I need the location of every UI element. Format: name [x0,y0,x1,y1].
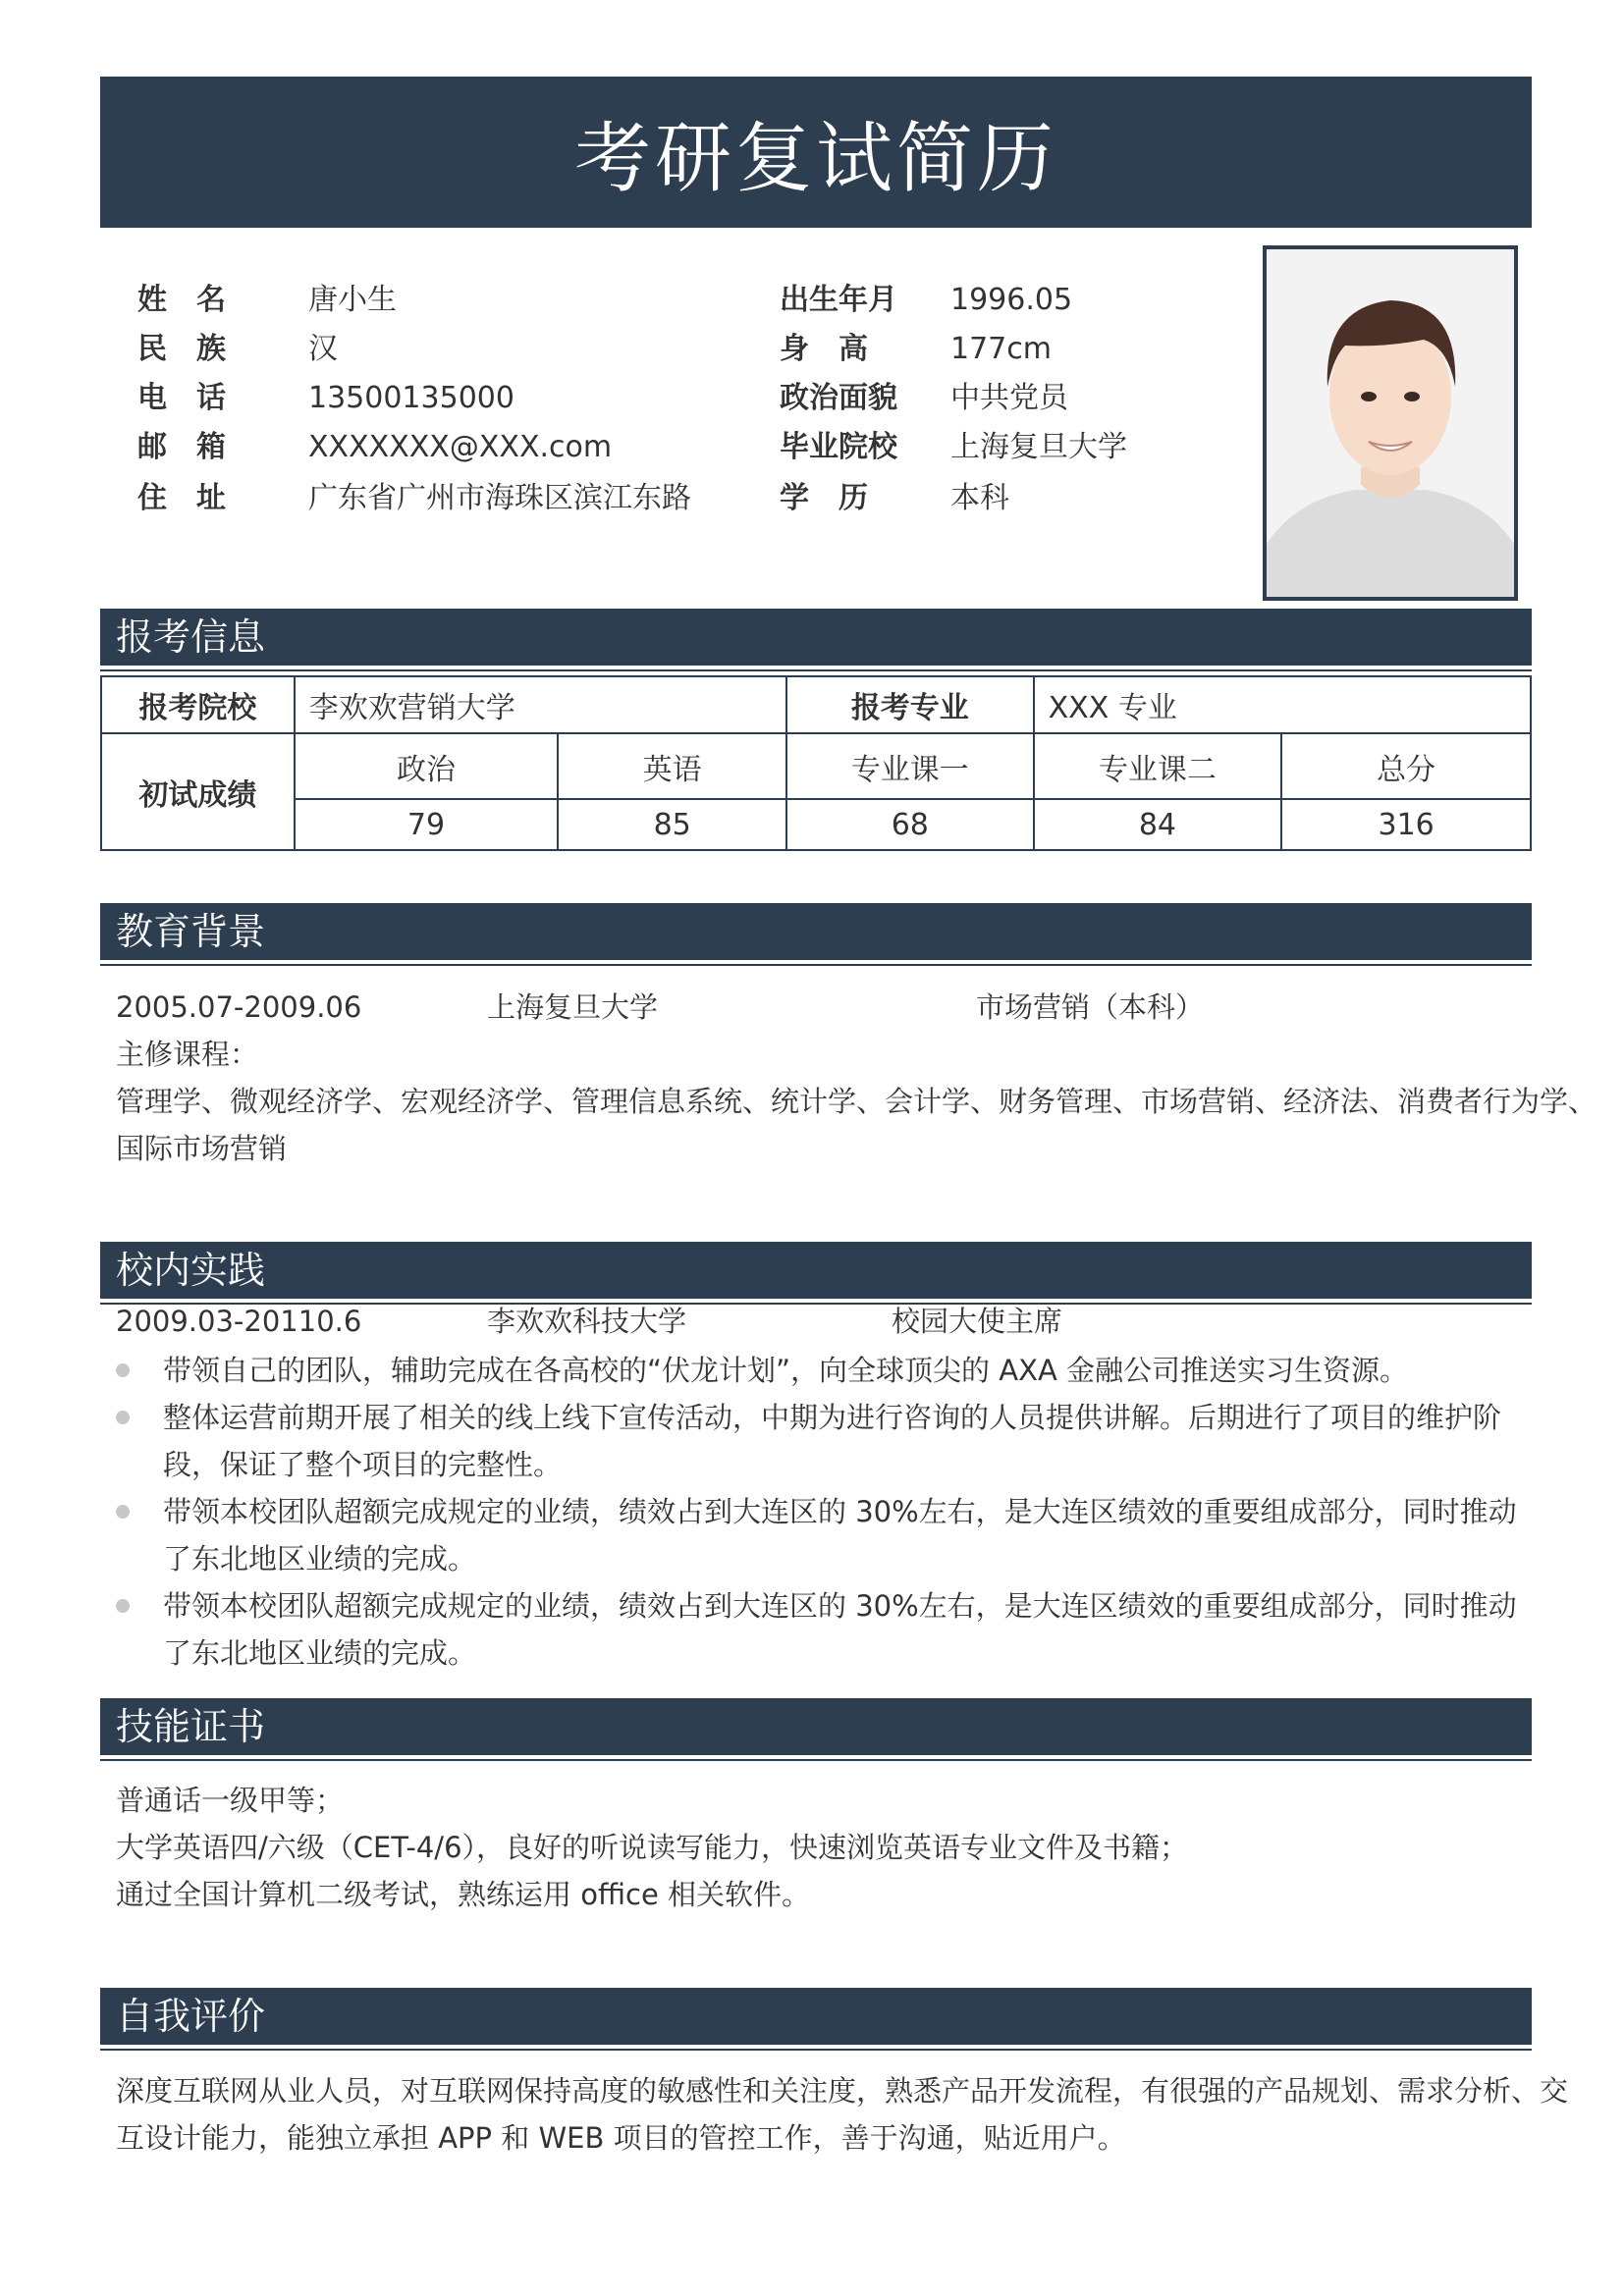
education-school: 上海复旦大学 [487,990,659,1024]
major-value: XXX 专业 [1034,676,1531,733]
info-value: 1996.05 [950,283,1073,317]
bullet-icon [116,1599,130,1613]
list-item-text: 整体运营前期开展了相关的线上线下宣传活动，中期为进行咨询的人员提供讲解。后期进行了项目的维护阶段，保证了整个项目的完整性。 [163,1401,1502,1481]
bullet-icon [116,1363,130,1377]
self-eval-line-1: 深度互联网从业人员，对互联网保持高度的敏感性和关注度，熟悉产品开发流程，有很强的产品规划、需求分析、交 [116,2074,1569,2108]
list-item [116,1347,1530,1394]
info-value: 13500135000 [308,381,514,415]
self-eval-line-2: 互设计能力，能独立承担 APP 和 WEB 项目的管控工作，善于沟通，贴近用户。 [116,2121,1126,2155]
school-label: 报考院校 [101,676,295,733]
info-value: 177cm [950,332,1052,366]
subject-total: 总分 [1281,733,1531,799]
section-title-skills: 技能证书 [100,1698,1532,1755]
score-major-2: 84 [1034,799,1282,850]
subject-major-1: 专业课一 [786,733,1034,799]
info-label: 住 址 [137,481,226,515]
person-photo-icon [1267,249,1514,597]
score-total: 316 [1281,799,1531,850]
info-value: 中共党员 [950,381,1068,415]
info-value: 本科 [950,481,1009,515]
page-title: 考研复试简历 [100,77,1532,228]
score-english: 85 [558,799,786,850]
section-title-practice: 校内实践 [100,1242,1532,1299]
education-major: 市场营销（本科） [976,990,1205,1024]
section-title-education: 教育背景 [100,903,1532,960]
courses-line-1: 管理学、微观经济学、宏观经济学、管理信息系统、统计学、会计学、财务管理、市场营销、经济法、消费者行为学、 [116,1085,1597,1118]
subject-politics: 政治 [295,733,559,799]
skill-item: 普通话一级甲等； [116,1784,345,1817]
person-photo [1263,245,1518,601]
info-value: 唐小生 [308,283,397,317]
list-item-text: 带领本校团队超额完成规定的业绩，绩效占到大连区的 30%左右，是大连区绩效的重要组成部分，同时推动了东北地区业绩的完成。 [163,1495,1517,1575]
list-item [116,1582,1530,1677]
list-item-text: 带领本校团队超额完成规定的业绩，绩效占到大连区的 30%左右，是大连区绩效的重要组成部分，同时推动了东北地区业绩的完成。 [163,1589,1517,1670]
info-label: 出生年月 [780,283,897,317]
info-label: 姓 名 [137,283,226,317]
score-politics: 79 [295,799,559,850]
school-value: 李欢欢营销大学 [295,676,786,733]
info-value: 上海复旦大学 [950,430,1127,464]
list-item [116,1394,1530,1488]
info-label: 身 高 [780,332,868,366]
practice-role: 校园大使主席 [892,1305,1063,1338]
info-value: 广东省广州市海珠区滨江东路 [308,481,691,515]
courses-label: 主修课程： [116,1038,259,1071]
section-title-self: 自我评价 [100,1988,1532,2045]
bullet-icon [116,1411,130,1424]
major-label: 报考专业 [786,676,1034,733]
courses-line-2: 国际市场营销 [116,1132,288,1165]
education-period: 2005.07-2009.06 [116,990,362,1024]
info-label: 邮 箱 [137,430,226,464]
subject-english: 英语 [558,733,786,799]
info-label: 电 话 [137,381,226,415]
score-major-1: 68 [786,799,1034,850]
info-value: XXXXXXX@XXX.com [308,430,613,464]
application-table [100,675,1532,851]
info-label: 毕业院校 [780,430,897,464]
info-label: 学 历 [780,481,868,515]
info-label: 政治面貌 [780,381,897,415]
info-value: 汉 [308,332,338,366]
list-item [116,1488,1530,1582]
skill-item: 通过全国计算机二级考试，熟练运用 office 相关软件。 [116,1878,811,1911]
section-title-application: 报考信息 [100,609,1532,666]
info-label: 民 族 [137,332,226,366]
list-item-text: 带领自己的团队，辅助完成在各高校的“伏龙计划”，向全球顶尖的 AXA 金融公司推送实习生资源。 [163,1354,1409,1387]
bullet-icon [116,1505,130,1519]
subject-major-2: 专业课二 [1034,733,1282,799]
skill-item: 大学英语四/六级（CET-4/6），良好的听说读写能力，快速浏览英语专业文件及书籍； [116,1831,1189,1864]
practice-period: 2009.03-20110.6 [116,1305,362,1338]
score-label: 初试成绩 [101,733,295,850]
practice-org: 李欢欢科技大学 [487,1305,687,1338]
